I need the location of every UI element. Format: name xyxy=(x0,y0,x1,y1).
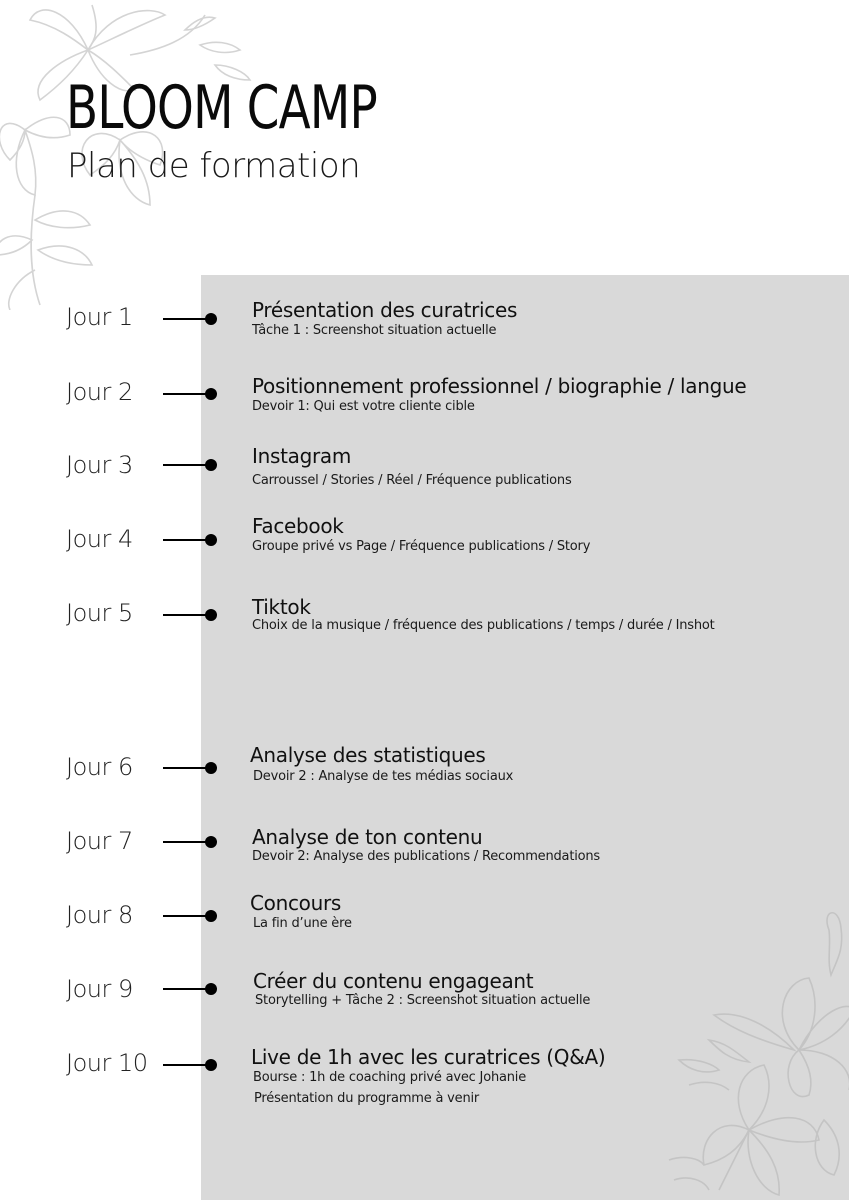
session-detail: Groupe privé vs Page / Fréquence publications / Story xyxy=(252,539,591,554)
connector-line xyxy=(163,767,209,769)
day-label: Jour 10 xyxy=(66,1049,148,1077)
connector-line xyxy=(163,1064,209,1066)
session-title: Facebook xyxy=(252,514,344,538)
connector-line xyxy=(163,841,209,843)
timeline-dot-icon xyxy=(205,910,217,922)
timeline-dot-icon xyxy=(205,534,217,546)
day-label: Jour 9 xyxy=(66,975,133,1003)
timeline-dot-icon xyxy=(205,983,217,995)
session-title: Concours xyxy=(250,891,342,915)
day-label: Jour 2 xyxy=(66,378,133,406)
connector-line xyxy=(163,464,209,466)
page-subtitle: Plan de formation xyxy=(67,146,361,186)
session-detail: Devoir 2 : Analyse de tes médias sociaux xyxy=(253,769,514,784)
session-detail: Devoir 1: Qui est votre cliente cible xyxy=(252,399,475,414)
day-label: Jour 6 xyxy=(66,753,133,781)
connector-line xyxy=(163,988,209,990)
session-title: Live de 1h avec les curatrices (Q&A) xyxy=(251,1045,606,1069)
session-title: Positionnement professionnel / biographie / langue xyxy=(252,374,747,398)
page-title: BLOOM CAMP xyxy=(66,73,377,143)
day-label: Jour 8 xyxy=(66,901,133,929)
timeline-dot-icon xyxy=(205,836,217,848)
connector-line xyxy=(163,614,209,616)
day-label: Jour 5 xyxy=(66,599,133,627)
session-detail: La fin d’une ère xyxy=(253,916,352,931)
session-title: Analyse des statistiques xyxy=(250,743,486,767)
connector-line xyxy=(163,915,209,917)
connector-line xyxy=(163,393,209,395)
timeline-dot-icon xyxy=(205,609,217,621)
session-detail: Storytelling + Tâche 2 : Screenshot situation actuelle xyxy=(255,993,591,1008)
connector-line xyxy=(163,539,209,541)
session-detail: Choix de la musique / fréquence des publications / temps / durée / Inshot xyxy=(252,618,715,633)
session-detail: Carroussel / Stories / Réel / Fréquence publications xyxy=(252,473,572,488)
session-detail: Bourse : 1h de coaching privé avec Johanie xyxy=(253,1070,526,1085)
session-detail: Tâche 1 : Screenshot situation actuelle xyxy=(252,323,497,338)
session-detail: Présentation du programme à venir xyxy=(254,1091,480,1106)
day-label: Jour 3 xyxy=(66,451,133,479)
timeline-dot-icon xyxy=(205,313,217,325)
session-title: Instagram xyxy=(252,444,352,468)
timeline-dot-icon xyxy=(205,762,217,774)
session-title: Présentation des curatrices xyxy=(252,298,518,322)
day-label: Jour 4 xyxy=(66,525,133,553)
day-label: Jour 7 xyxy=(66,827,133,855)
day-label: Jour 1 xyxy=(66,303,133,331)
timeline-dot-icon xyxy=(205,1059,217,1071)
session-detail: Devoir 2: Analyse des publications / Recommendations xyxy=(252,849,600,864)
session-title: Créer du contenu engageant xyxy=(253,969,534,993)
timeline-dot-icon xyxy=(205,388,217,400)
session-title: Tiktok xyxy=(252,595,311,619)
connector-line xyxy=(163,318,209,320)
session-title: Analyse de ton contenu xyxy=(252,825,483,849)
timeline-dot-icon xyxy=(205,459,217,471)
